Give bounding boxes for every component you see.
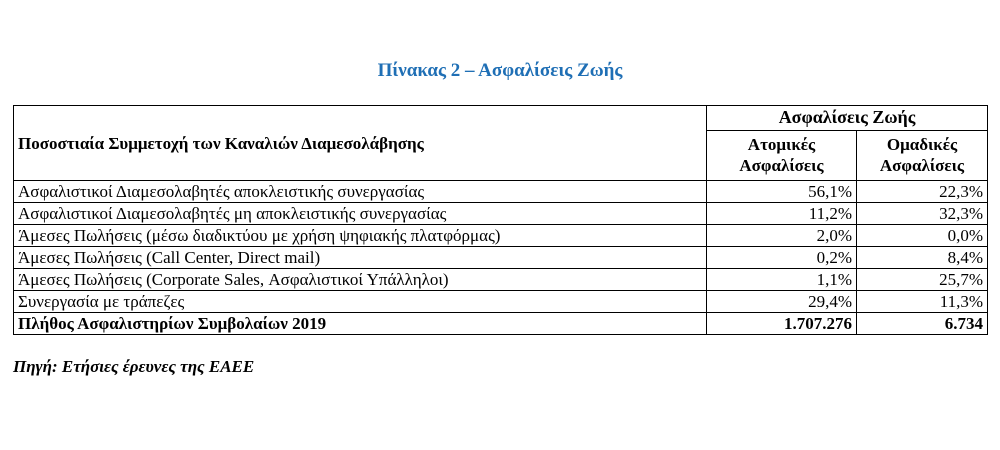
table-row	[14, 181, 988, 203]
row-label: Άμεσες Πωλήσεις (Corporate Sales, Ασφαλιστικοί Υπάλληλοι)	[14, 269, 707, 291]
cell-individual: 0,2%	[707, 247, 857, 269]
table-row	[14, 203, 988, 225]
cell-group: 8,4%	[857, 247, 988, 269]
cell-individual: 56,1%	[707, 181, 857, 203]
row-label: Ασφαλιστικοί Διαμεσολαβητές μη αποκλειστικής συνεργασίας	[14, 203, 707, 225]
total-row	[14, 313, 988, 335]
table-row	[14, 291, 988, 313]
header-row-group	[14, 106, 988, 131]
cell-group: 22,3%	[857, 181, 988, 203]
table-title: Πίνακας 2 – Ασφαλίσεις Ζωής	[377, 60, 623, 81]
cell-group: 11,3%	[857, 291, 988, 313]
cell-group: 0,0%	[857, 225, 988, 247]
group-header: Ασφαλίσεις Ζωής	[707, 106, 988, 131]
total-individual: 1.707.276	[707, 313, 857, 335]
life-insurance-table	[13, 105, 988, 335]
row-label: Συνεργασία με τράπεζες	[14, 291, 707, 313]
total-label: Πλήθος Ασφαλιστηρίων Συμβολαίων 2019	[14, 313, 707, 335]
cell-individual: 1,1%	[707, 269, 857, 291]
table-row	[14, 247, 988, 269]
column-header-group: Ομαδικές Ασφαλίσεις	[857, 130, 988, 180]
row-label: Ασφαλιστικοί Διαμεσολαβητές αποκλειστικής συνεργασίας	[14, 181, 707, 203]
table-row	[14, 269, 988, 291]
row-label: Άμεσες Πωλήσεις (μέσω διαδικτύου με χρήση ψηφιακής πλατφόρμας)	[14, 225, 707, 247]
source-note: Πηγή: Ετήσιες έρευνες της ΕΑΕΕ	[13, 357, 255, 376]
cell-individual: 29,4%	[707, 291, 857, 313]
cell-group: 25,7%	[857, 269, 988, 291]
row-header-label: Ποσοστιαία Συμμετοχή των Καναλιών Διαμεσολάβησης	[14, 106, 707, 181]
table-row	[14, 225, 988, 247]
cell-group: 32,3%	[857, 203, 988, 225]
cell-individual: 2,0%	[707, 225, 857, 247]
column-header-individual: Ατομικές Ασφαλίσεις	[707, 130, 857, 180]
total-group: 6.734	[857, 313, 988, 335]
row-label: Άμεσες Πωλήσεις (Call Center, Direct mail)	[14, 247, 707, 269]
cell-individual: 11,2%	[707, 203, 857, 225]
